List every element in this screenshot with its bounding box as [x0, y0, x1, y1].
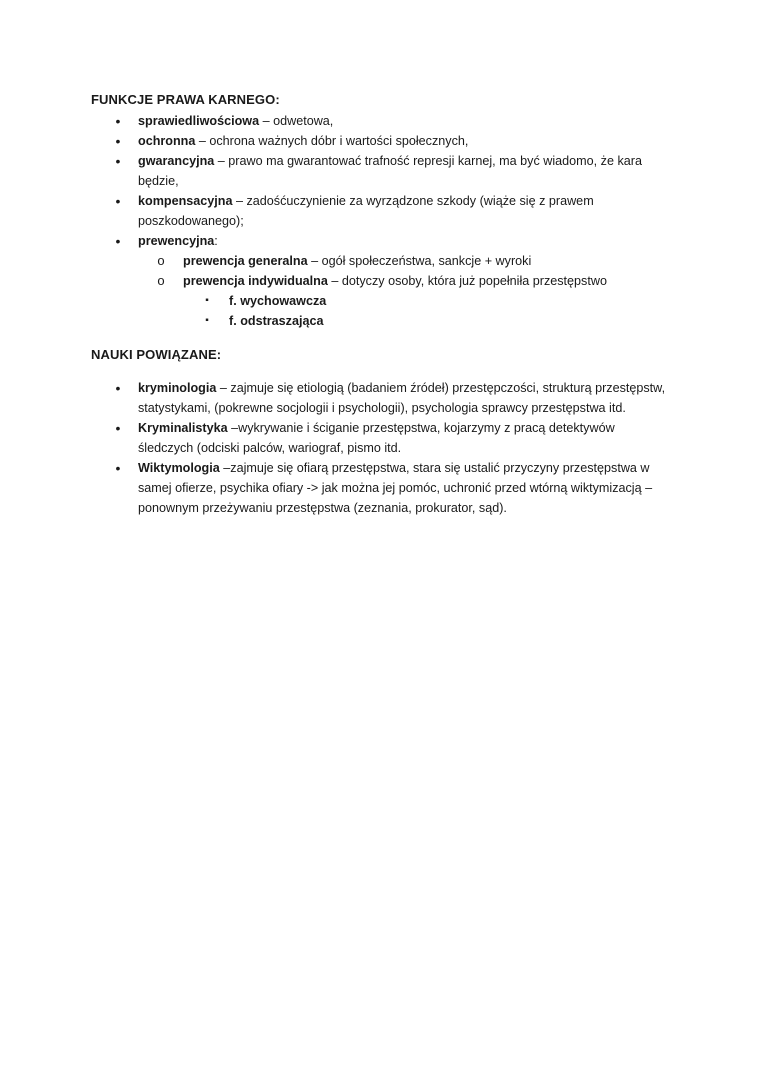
item-term: f. odstraszająca — [229, 314, 324, 328]
item-description: : — [214, 234, 218, 248]
list-item — [0, 191, 670, 231]
item-term: kompensacyjna — [138, 194, 233, 208]
list-item — [0, 378, 670, 418]
item-description: –wykrywanie i ściganie przestępstwa, kojarzymy z pracą detektywów śledczych (odciski palców, wariograf, pismo itd. — [138, 421, 615, 455]
list-item — [0, 151, 670, 191]
item-term: prewencyjna — [138, 234, 215, 248]
item-term: ochronna — [138, 134, 196, 148]
item-term: kryminologia — [138, 381, 217, 395]
bullet-marker: • — [115, 113, 121, 129]
list-item — [0, 131, 670, 151]
section-heading-funkcje: FUNKCJE PRAWA KARNEGO: — [91, 92, 280, 107]
item-description: – zadośćuczynienie za wyrządzone szkody (wiąże się z prawem poszkodowanego); — [138, 194, 594, 228]
bullet-marker: • — [115, 380, 121, 396]
sub-list-item — [0, 251, 670, 271]
list-item — [0, 231, 670, 251]
square-marker: ▪ — [205, 315, 209, 326]
item-description: – prawo ma gwarantować trafność represji karnej, ma być wiadomo, że kara będzie, — [138, 154, 642, 188]
bullet-marker: • — [115, 153, 121, 169]
item-description: –zajmuje się ofiarą przestępstwa, stara się ustalić przyczyny przestępstwa w samej ofierze, psychika ofiary -> jak można jej pomóc, uchronić przed wtórną wiktymizacją – ponownym przeżywaniu przestępstwa (zeznania, prokurator, sąd). — [138, 461, 653, 515]
sub-sub-list-item — [0, 311, 670, 331]
section-heading-nauki: NAUKI POWIĄZANE: — [91, 347, 222, 362]
funkcje-list — [0, 111, 670, 331]
sub-sub-list-item — [0, 291, 670, 311]
item-term: prewencja indywidualna — [183, 274, 328, 288]
item-term: Wiktymologia — [138, 461, 220, 475]
item-description: – dotyczy osoby, która już popełniła przestępstwo — [327, 274, 607, 288]
item-term: Kryminalistyka — [138, 421, 228, 435]
square-marker: ▪ — [205, 295, 209, 306]
circle-marker: o — [157, 253, 165, 268]
list-item — [0, 111, 670, 131]
item-term: gwarancyjna — [138, 154, 215, 168]
bullet-marker: • — [115, 233, 121, 249]
item-description: – zajmuje się etiologią (badaniem źródeł) przestępczości, strukturą przestępstw, statystykami, (pokrewne socjologii i psychologii), psychologia sprawcy przestępstwa itd. — [138, 381, 666, 415]
item-term: sprawiedliwościowa — [138, 114, 260, 128]
item-description: – odwetowa, — [259, 114, 334, 128]
sub-list-item — [0, 271, 670, 291]
item-description: – ochrona ważnych dóbr i wartości społecznych, — [195, 134, 469, 148]
bullet-marker: • — [115, 133, 121, 149]
bullet-marker: • — [115, 193, 121, 209]
bullet-marker: • — [115, 460, 121, 476]
list-item — [0, 458, 670, 518]
item-term: f. wychowawcza — [229, 294, 327, 308]
item-description: – ogół społeczeństwa, sankcje + wyroki — [307, 254, 532, 268]
nauki-list — [0, 378, 670, 518]
item-term: prewencja generalna — [183, 254, 308, 268]
list-item — [0, 418, 670, 458]
bullet-marker: • — [115, 420, 121, 436]
circle-marker: o — [157, 273, 165, 288]
